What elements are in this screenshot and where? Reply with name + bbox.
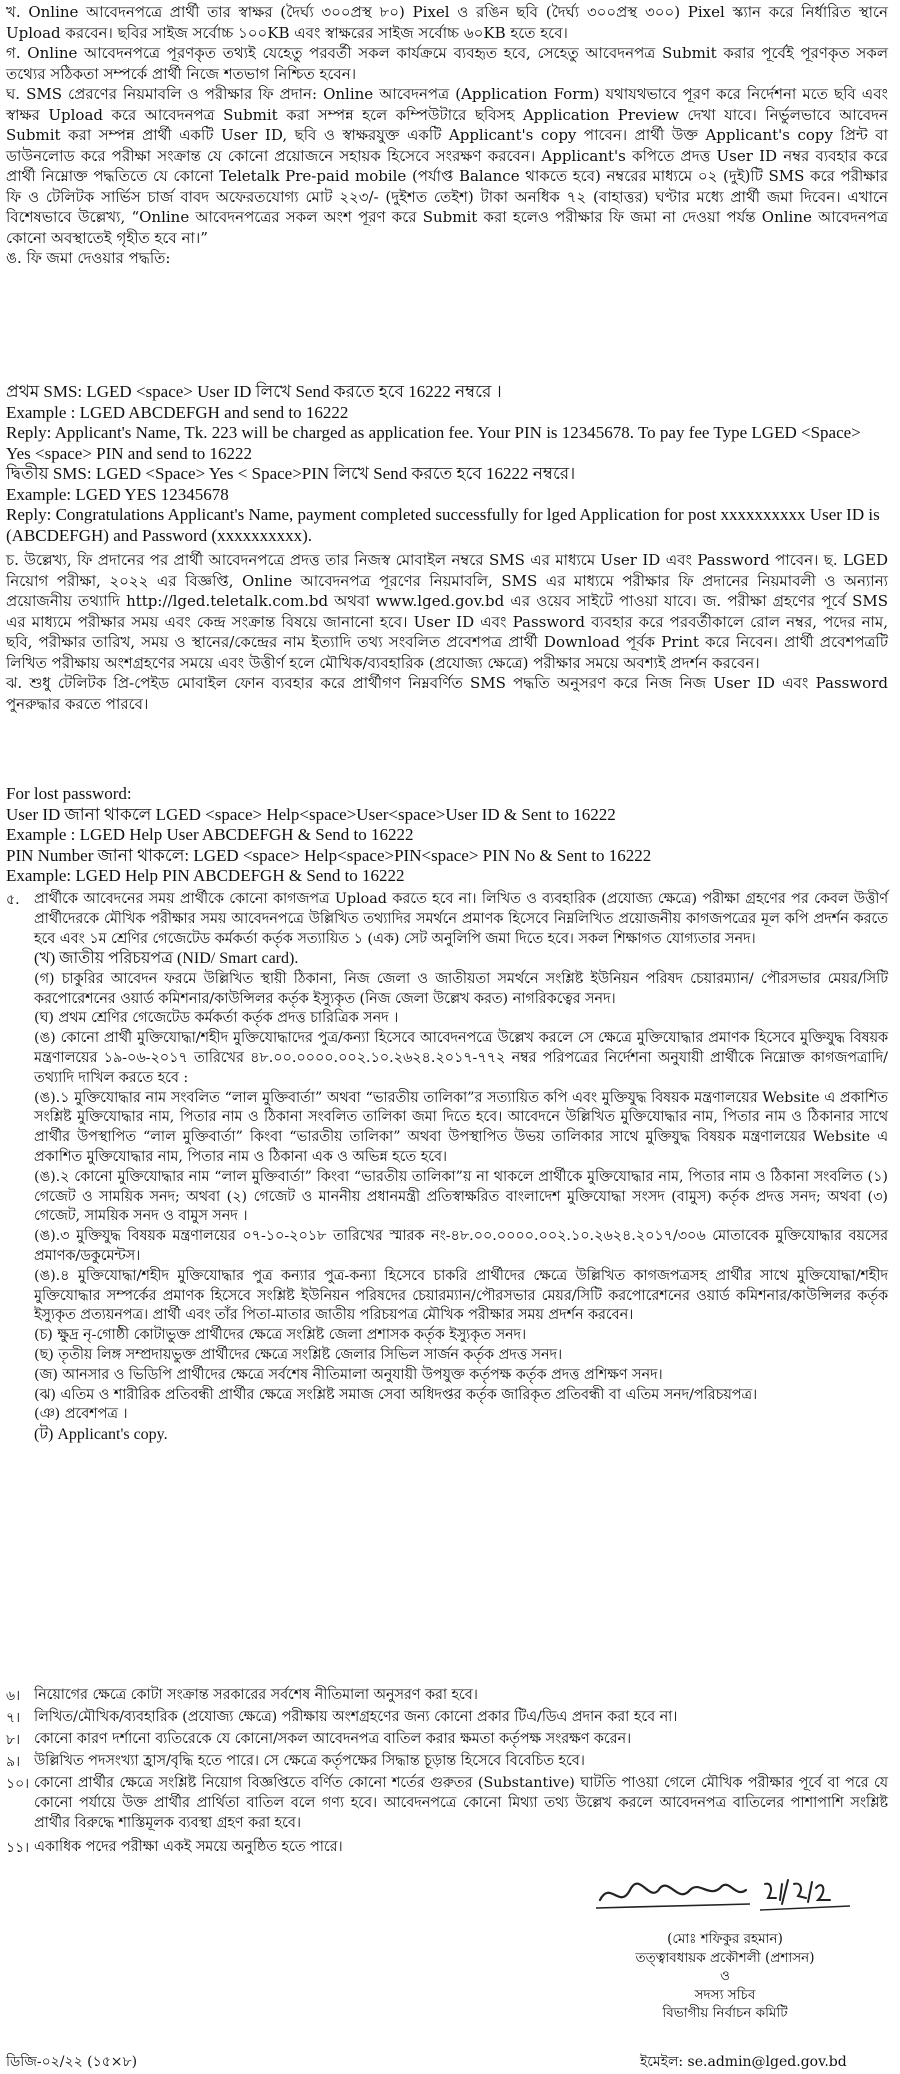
sms-instructions bbox=[6, 382, 888, 546]
rule-number: ১০। bbox=[6, 1776, 30, 1792]
sms-line: প্রথম SMS: LGED <space> User ID লিখে Send করতে হবে 16222 নম্বরে । bbox=[6, 382, 502, 401]
doc-item: (ঙ).২ কোনো মুক্তিযোদ্ধার নাম “লাল মুক্তিবার্তা” কিংবা “ভারতীয় তালিকা”য় না থাকলে প্রার্থীকে মুক্তিযোদ্ধার নাম, পিতার নাম ও ঠিকানা সংবলিত (১) গেজেট ও সাময়িক সনদ; অথবা (২) গেজেট ও মাননীয় প্রধানমন্ত্রী প্রতিস্বাক্ষরিত বাংলাদেশ মুক্তিযোদ্ধা সংসদ (বামুস) কর্তৃক প্রদত্ত সনদ; অথবা (৩) গেজেট, সাময়িক সনদ ও বামুস সনদ । bbox=[34, 1168, 888, 1225]
rule-number: ৭। bbox=[6, 1710, 21, 1726]
lost-password-block bbox=[6, 784, 888, 887]
para-kha: খ. Online আবেদনপত্রে প্রার্থী তার স্বাক্ষর (দৈর্ঘ্য ৩০০প্রস্থ ৮০) Pixel ও রঙিন ছবি (দৈর্ঘ্য ৩০০প্রস্থ ৩০০) Pixel স্ক্যান করে নির্ধারিত স্থানে Upload করবেন। ছবির সাইজ সর্বোচ্চ ১০০KB এবং স্বাক্ষরের সাইজ সর্বোচ্চ ৬০KB হতে হবে। bbox=[6, 3, 888, 42]
lost-line: Example : LGED Help User ABCDEFGH & Send to 16222 bbox=[6, 825, 414, 844]
signatory-committee: বিভাগীয় নির্বাচন কমিটি bbox=[662, 2005, 788, 2021]
doc-item: (ট) Applicant's copy. bbox=[34, 1426, 168, 1444]
rule-number: ৬। bbox=[6, 1688, 21, 1704]
sms-line: Reply: Applicant's Name, Tk. 223 will be charged as application fee. Your PIN is 12345678. To pay fee Type LGED <Space> Yes <space> PIN and send to 16222 bbox=[6, 423, 861, 463]
signatory-name: (মোঃ শফিকুর রহমান) bbox=[667, 1931, 783, 1947]
lost-line: PIN Number জানা থাকলে: LGED <space> Help<space>PIN<space> PIN No & Sent to 16222 bbox=[6, 845, 652, 865]
para-jha: ঝ. শুধু টেলিটক প্রি-পেইড মোবাইল ফোন ব্যবহার করে প্রার্থীগণ নিম্নবর্ণিত SMS পদ্ধতি অনুসরণ করে নিজ নিজ User ID এবং Password পুনরুদ্ধার করতে পারবে। bbox=[6, 674, 888, 713]
rule-text: কোনো প্রার্থীর ক্ষেত্রে সংশ্লিষ্ট নিয়োগ বিজ্ঞপ্তিতে বর্ণিত কোনো শর্তের গুরুতর (Substantive) ঘাটতি পাওয়া গেলে মৌখিক পরীক্ষার পূর্বে বা পরে যে কোনো পর্যায়ে উক্ত প্রার্থীর প্রার্থিতা বাতিল বলে গণ্য হবে। আবেদনপত্রে কোনো মিথ্যা তথ্য উল্লেখ করলে আবেদনপত্র বাতিলের পাশাপাশি সংশ্লিষ্ট প্রার্থীর বিরুদ্ধে শাস্তিমূলক ব্যবস্থা গ্রহণ করা হবে। bbox=[34, 1775, 888, 1831]
sms-line: Reply: Congratulations Applicant's Name, payment completed successfully for lged Application for post xxxxxxxxxx User ID is (ABCDEFGH) and Password (xxxxxxxxxx). bbox=[6, 505, 880, 545]
signatory-and: ও bbox=[720, 1968, 730, 1984]
doc-item: (ঘ) প্রথম শ্রেণির গেজেটেড কর্মকর্তা কর্তৃক প্রদত্ত চারিত্রিক সনদ । bbox=[34, 1010, 399, 1027]
lost-line: User ID জানা থাকলে LGED <space> Help<space>User<space>User ID & Sent to 16222 bbox=[6, 804, 616, 824]
contact-email: ইমেইল: se.admin@lged.gov.bd bbox=[640, 2054, 847, 2070]
rule-text: উল্লিখিত পদসংখ্যা হ্রাস/বৃদ্ধি হতে পারে। সে ক্ষেত্রে কর্তৃপক্ষের সিদ্ধান্ত চূড়ান্ত হিসেবে বিবেচিত হবে। bbox=[34, 1753, 585, 1769]
instructions-block-2 bbox=[6, 550, 888, 714]
rule-number: ১১। bbox=[6, 1840, 30, 1856]
handwritten-signature bbox=[560, 1860, 890, 1940]
doc-item: প্রার্থীকে আবেদনের সময় প্রার্থীকে কোনো কাগজপত্র Upload করতে হবে না। লিখিত ও ব্যবহারিক (প্রযোজ্য ক্ষেত্রে) পরীক্ষা গ্রহণের পর কেবল উত্তীর্ণ প্রার্থীদেরকে মৌখিক পরীক্ষার সময় আবেদনপত্রে উল্লিখিত তথ্যাদির সমর্থনে প্রমাণক হিসেবে নিম্নলিখিত প্রয়োজনীয় কাগজপত্রের মূল কপি প্রদর্শন করতে হবে এবং ১ম শ্রেণির গেজেটেড কর্মকর্তা কর্তৃক সত্যায়িত ১ (এক) সেট অনুলিপি জমা দিতে হবে। সকল শিক্ষাগত যোগ্যতার সনদ। bbox=[34, 891, 888, 947]
section-5-documents bbox=[34, 890, 888, 1446]
rule-text: লিখিত/মৌখিক/ব্যবহারিক (প্রযোজ্য ক্ষেত্রে) পরীক্ষায় অংশগ্রহণের জন্য কোনো প্রকার টিএ/ডিএ প্রদান করা হবে না। bbox=[34, 1709, 678, 1725]
doc-item: (জ) আনসার ও ভিডিপি প্রার্থীদের ক্ষেত্রে সর্বশেষ নীতিমালা অনুযায়ী উপযুক্ত কর্তৃপক্ষ কর্তৃক প্রদত্ত প্রশিক্ষণ সনদ। bbox=[34, 1366, 663, 1383]
sms-line: দ্বিতীয় SMS: LGED <Space> Yes < Space>PIN লিখে Send করতে হবে 16222 নম্বরে। bbox=[6, 464, 576, 483]
rule-text: নিয়োগের ক্ষেত্রে কোটা সংক্রান্ত সরকারের সর্বশেষ নীতিমালা অনুসরণ করা হবে। bbox=[34, 1687, 478, 1703]
doc-item: (খ) জাতীয় পরিচয়পত্র (NID/ Smart card). bbox=[34, 950, 299, 968]
para-gha: ঘ. SMS প্রেরণের নিয়মাবলি ও পরীক্ষার ফি প্রদান: Online আবেদনপত্র (Application Form) যথাযথভাবে পূরণ করে নির্দেশনা মতে ছবি এবং স্বাক্ষর Upload করে আবেদনপত্র Submit করা সম্পন্ন হলে কম্পিউটারে ছবিসহ Application Preview দেখা যাবে। নির্ভুলভাবে আবেদন Submit করা সম্পন্ন প্রার্থী একটি User ID, ছবি ও স্বাক্ষরযুক্ত একটি Applicant's copy পাবেন। প্রার্থী উক্ত Applicant's copy প্রিন্ট বা ডাউনলোড করে পরীক্ষা সংক্রান্ত যে কোনো প্রয়োজনে সহায়ক হিসেবে সংরক্ষণ করবেন। Applicant's কপিতে প্রদত্ত User ID নম্বর ব্যবহার করে প্রার্থী নিম্নোক্ত পদ্ধতিতে যে কোনো Teletalk Pre-paid mobile (পর্যাপ্ত Balance থাকতে হবে) নম্বরের মাধ্যমে ০২ (দুই)টি SMS করে পরীক্ষার ফি ও টেলিটক সার্ভিস চার্জ বাবদ অফেরতযোগ্য মোট ২২৩/- (দুইশত তেইশ) টাকা অনধিক ৭২ (বাহাত্তর) ঘণ্টার মধ্যে প্রার্থী জমা দিবেন। এখানে বিশেষভাবে উল্লেখ্য, “Online আবেদনপত্রের সকল অংশ পূরণ করে Submit করা হলেও পরীক্ষার ফি জমা না দেওয়া পর্যন্ত Online আবেদনপত্র কোনো অবস্থাতেই গৃহীত হবে না।” bbox=[6, 85, 888, 247]
rule-text: কোনো কারণ দর্শানো ব্যতিরেকে যে কোনো/সকল আবেদনপত্র বাতিল করার ক্ষমতা কর্তৃপক্ষ সংরক্ষণ করেন। bbox=[34, 1731, 632, 1747]
para-uma: ঙ. ফি জমা দেওয়ার পদ্ধতি: bbox=[6, 249, 171, 267]
doc-item: (ঝ) এতিম ও শারীরিক প্রতিবন্ধী প্রার্থীর ক্ষেত্রে সংশ্লিষ্ট সমাজ সেবা অধিদপ্তর কর্তৃক জারিকৃত প্রতিবন্ধী বা এতিম সনদ/পরিচয়পত্র। bbox=[34, 1386, 758, 1403]
rule-number: ৮। bbox=[6, 1732, 21, 1748]
doc-item: (ঞ) প্রবেশপত্র । bbox=[34, 1406, 128, 1423]
sms-line: Example : LGED ABCDEFGH and send to 16222 bbox=[6, 402, 349, 422]
lost-line: Example: LGED Help PIN ABCDEFGH & Send to 16222 bbox=[6, 866, 405, 885]
doc-item: (ঙ).১ মুক্তিযোদ্ধার নাম সংবলিত “লাল মুক্তিবার্তা” অথবা “ভারতীয় তালিকা”র সত্যায়িত কপি এবং মুক্তিযুদ্ধ বিষয়ক মন্ত্রণালয়ের Website এ প্রকাশিত সংশ্লিষ্ট মুক্তিযোদ্ধার নাম, পিতার নাম ও ঠিকানা সংবলিত তালিকা জমা দিতে হবে। আবেদনে উল্লিখিত মুক্তিযোদ্ধার নাম, পিতার নাম ও ঠিকানার সাথে প্রার্থীর উপস্থাপিত “লাল মুক্তিবার্তা” কিংবা “ভারতীয় তালিকা” অথবা উপস্থাপিত উভয় তালিকার সাথে মুক্তিযুদ্ধ বিষয়ক মন্ত্রণালয়ের Website এ প্রকাশিত মুক্তিযোদ্ধার নাম, পিতার নাম ও ঠিকানা এক ও অভিন্ন হতে হবে। bbox=[34, 1089, 888, 1166]
signature-scribble-icon bbox=[560, 1860, 890, 1930]
document-code: ডিজি-০২/২২ (১৫×৮) bbox=[6, 2054, 138, 2070]
doc-item: (ঙ) কোনো প্রার্থী মুক্তিযোদ্ধা/শহীদ মুক্তিযোদ্ধাদের পুত্র/কন্যা হিসেবে আবেদনপত্রে উল্লেখ করলে সে ক্ষেত্রে মুক্তিযোদ্ধার প্রমাণক হিসেবে মুক্তিযুদ্ধ বিষয়ক মন্ত্রণালয়ের ১৯-০৬-২০১৭ তারিখের ৪৮.০০.০০০০.০০২.১০.২৬২৪.২০১৭-৭৭২ নম্বর পরিপত্রের নির্দেশনা অনুযায়ী প্রার্থীকে নিম্নোক্ত কাগজপত্রাদি/তথ্যাদি দাখিল করতে হবে : bbox=[34, 1030, 888, 1086]
signatory-designation: তত্ত্বাবধায়ক প্রকৌশলী (প্রশাসন) bbox=[635, 1949, 815, 1966]
signatory-block bbox=[560, 1930, 890, 2023]
signatory-role: সদস্য সচিব bbox=[694, 1986, 756, 2003]
lost-line: For lost password: bbox=[6, 784, 132, 803]
sms-line: Example: LGED YES 12345678 bbox=[6, 484, 229, 504]
para-ga: গ. Online আবেদনপত্রে পূরণকৃত তথ্যই যেহেতু পরবর্তী সকল কার্যক্রমে ব্যবহৃত হবে, সেহেতু আবেদনপত্র Submit করার পূর্বেই পূরণকৃত সকল তথ্যের সঠিকতা সম্পর্কে প্রার্থী নিজে শতভাগ নিশ্চিত হবেন। bbox=[6, 44, 888, 83]
rule-text: একাধিক পদের পরীক্ষা একই সময়ে অনুষ্ঠিত হতে পারে। bbox=[34, 1839, 343, 1855]
rule-number: ৯। bbox=[6, 1754, 21, 1770]
doc-item: (ছ) তৃতীয় লিঙ্গ সম্প্রদায়ভুক্ত প্রার্থীদের ক্ষেত্রে সংশ্লিষ্ট জেলার সিভিল সার্জন কর্তৃক প্রদত্ত সনদ। bbox=[34, 1347, 563, 1364]
doc-item: (গ) চাকুরির আবেদন ফরমে উল্লিখিত স্থায়ী ঠিকানা, নিজ জেলা ও জাতীয়তা সমর্থনে সংশ্লিষ্ট ইউনিয়ন পরিষদ চেয়ারম্যান/ পৌরসভার মেয়র/সিটি করপোরেশনের ওয়ার্ড কমিশনার/কাউন্সিলর কর্তৃক ইস্যুকৃত (নিজ জেলা উল্লেখ করত) নাগরিকত্বের সনদ। bbox=[34, 970, 888, 1007]
para-cha: চ. উল্লেখ্য, ফি প্রদানের পর প্রার্থী আবেদনপত্রে প্রদত্ত তার নিজস্ব মোবাইল নম্বরে SMS এর মাধ্যমে User ID এবং Password পাবেন। ছ. LGED নিয়োগ পরীক্ষা, ২০২২ এর বিজ্ঞপ্তি, Online আবেদনপত্র পূরণের নিয়মাবলি, SMS এর মাধ্যমে পরীক্ষার ফি প্রদানের নিয়মাবলী ও অন্যান্য প্রয়োজনীয় তথ্যাদি http://lged.teletalk.com.bd অথবা www.lged.gov.bd এর ওয়েব সাইটে পাওয়া যাবে। জ. পরীক্ষা গ্রহণের পূর্বে SMS এর মাধ্যমে পরীক্ষার সময় এবং কেন্দ্র সংক্রান্ত বিষয়ে জানানো হবে। User ID এবং Password ব্যবহার করে পরবর্তীকালে রোল নম্বর, পদের নাম, ছবি, পরীক্ষার তারিখ, সময় ও স্থানের/কেন্দ্রের নাম ইত্যাদি তথ্য সংবলিত প্রবেশপত্র প্রার্থী Download পূর্বক Print করে নিবেন। প্রার্থী প্রবেশপত্রটি লিখিত পরীক্ষায় অংশগ্রহণের সময়ে এবং উত্তীর্ণ হলে মৌখিক/ব্যবহারিক (প্রযোজ্য ক্ষেত্রে) পরীক্ষার সময়ে অবশ্যই প্রদর্শন করবেন। bbox=[6, 551, 888, 672]
doc-item: (চ) ক্ষুদ্র নৃ-গোষ্ঠী কোটাভুক্ত প্রার্থীদের ক্ষেত্রে সংশ্লিষ্ট জেলা প্রশাসক কর্তৃক ইস্যুকৃত সনদ। bbox=[34, 1327, 527, 1344]
doc-item: (ঙ).৪ মুক্তিযোদ্ধা/শহীদ মুক্তিযোদ্ধার পুত্র কন্যার পুত্র-কন্যা হিসেবে চাকরি প্রার্থীদের ক্ষেত্রে উল্লিখিত কাগজপত্রসহ প্রার্থীর সাথে মুক্তিযোদ্ধা/শহীদ মুক্তিযোদ্ধার সম্পর্কের প্রমাণক হিসেবে সংশ্লিষ্ট ইউনিয়ন পরিষদের চেয়ারম্যান/পৌরসভার মেয়র/সিটি করপোরেশনের ওয়ার্ড কমিশনার/কাউন্সিলর কর্তৃক ইস্যুকৃত প্রত্যয়নপত্র। প্রার্থী এবং তাঁর পিতা-মাতার জাতীয় পরিচয়পত্র মৌখিক পরীক্ষার সময় প্রদর্শন করবেন। bbox=[34, 1267, 888, 1324]
section-number: ৫. bbox=[6, 892, 20, 908]
doc-item: (ঙ).৩ মুক্তিযুদ্ধ বিষয়ক মন্ত্রণালয়ের ০৭-১০-২০১৮ তারিখের স্মারক নং-৪৮.০০.০০০০.০০২.১০.২৬২৪.২০১৭/৩০৬ মোতাবেক মুক্তিযোদ্ধার বয়সের প্রমাণক/ডকুমেন্টস। bbox=[34, 1228, 888, 1265]
instructions-block bbox=[6, 2, 888, 269]
